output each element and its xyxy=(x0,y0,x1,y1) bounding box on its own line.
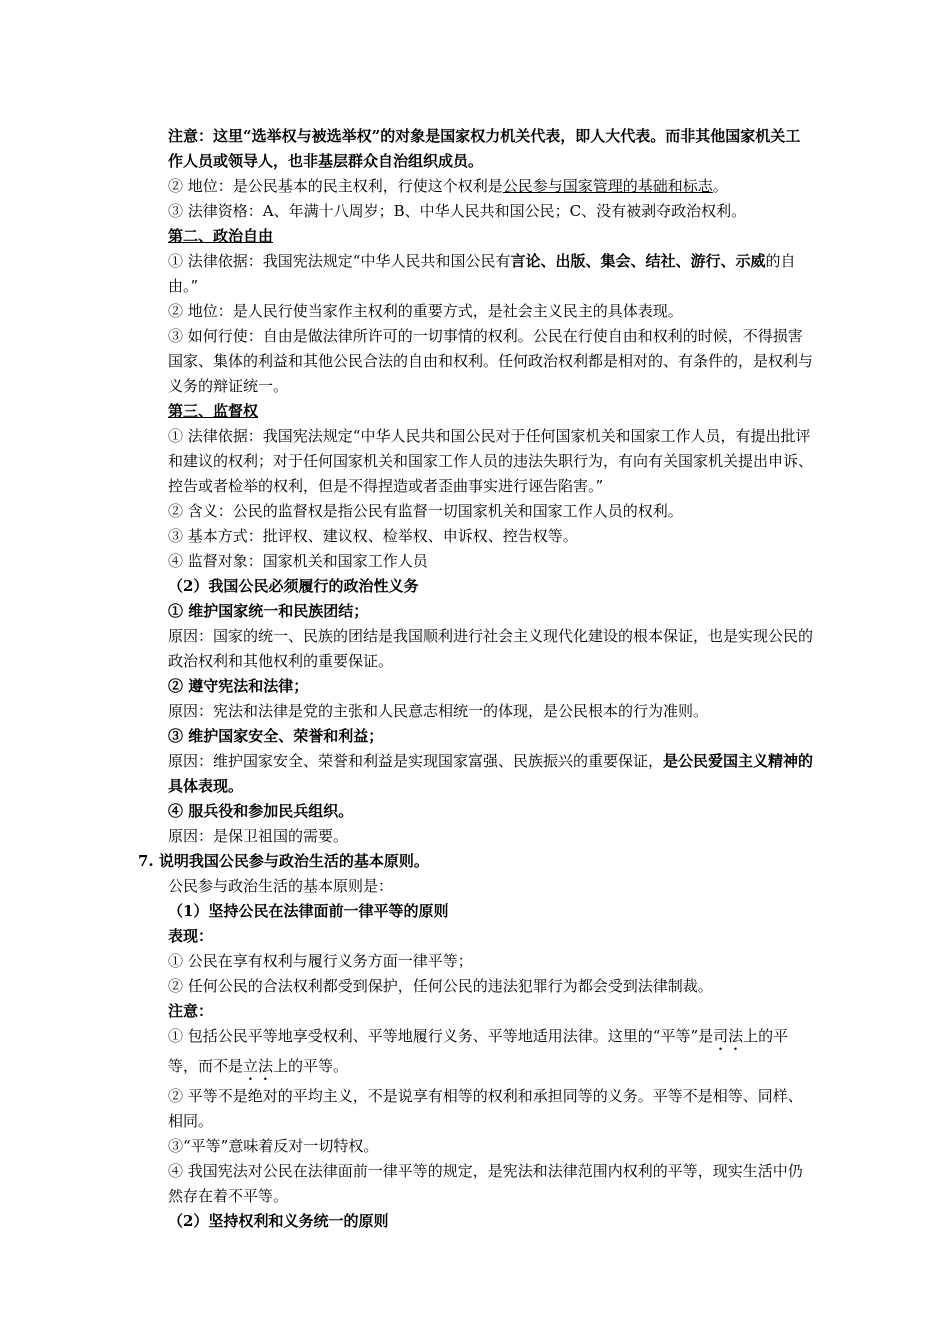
paragraph xyxy=(138,324,814,399)
text-run: ① 法律依据：我国宪法规定“中华人民共和国公民有 xyxy=(168,252,511,270)
paragraph xyxy=(138,699,814,724)
text-run: 立法 xyxy=(243,1057,274,1075)
paragraph xyxy=(138,499,814,524)
paragraph xyxy=(138,199,814,224)
paragraph xyxy=(138,824,814,849)
text-run: 。 xyxy=(712,177,728,195)
text-run: 上的平等。 xyxy=(273,1057,349,1075)
paragraph xyxy=(138,674,814,699)
text-run: ② 遵守宪法和法律； xyxy=(168,677,309,695)
text-run: （1）坚持公民在法律面前一律平等的原则 xyxy=(168,902,449,920)
paragraph xyxy=(138,1159,814,1209)
text-run: ③ 维护国家安全、荣誉和利益； xyxy=(168,727,384,745)
paragraph xyxy=(138,974,814,999)
text-run: ③“平等”意味着反对一切特权。 xyxy=(168,1137,379,1155)
text-run: ② 地位：是公民基本的民主权利，行使这个权利是 xyxy=(168,177,503,195)
paragraph xyxy=(138,724,814,749)
text-run: 原因：宪法和法律是党的主张和人民意志相统一的体现，是公民根本的行为准则。 xyxy=(168,702,709,720)
text-run: ① 法律依据：我国宪法规定“中华人民共和国公民对于任何国家机关和国家工作人员，有提出批评和建议的权利；对于任何国家机关和国家工作人员的违法失职行为，有向有关国家机关提出申诉、控告或者检举的权利，但是不得捏造或者歪曲事实进行诬告陷害。” xyxy=(168,427,814,495)
paragraph xyxy=(138,299,814,324)
text-run: 上的平等，而不是 xyxy=(168,1027,789,1075)
text-run: 7. 说明我国公民参与政治生活的基本原则。 xyxy=(138,852,429,870)
text-run: 公民参与国家管理的基础和标志 xyxy=(502,177,713,195)
text-run: 原因：是保卫祖国的需要。 xyxy=(168,827,349,845)
text-run: 第三、监督权 xyxy=(168,402,259,420)
paragraph xyxy=(138,224,814,249)
paragraph xyxy=(138,174,814,199)
text-run: 第二、政治自由 xyxy=(168,227,274,245)
paragraph xyxy=(138,424,814,499)
paragraph xyxy=(138,849,814,874)
text-run: 的自由。” xyxy=(168,252,796,295)
paragraph xyxy=(138,1024,814,1084)
paragraph xyxy=(138,574,814,599)
text-run: （2）我国公民必须履行的政治性义务 xyxy=(168,577,419,595)
text-run: ① 公民在享有权利与履行义务方面一律平等； xyxy=(168,952,473,970)
text-run: ④ 监督对象：国家机关和国家工作人员 xyxy=(168,552,428,570)
paragraph xyxy=(138,1209,814,1234)
paragraph xyxy=(138,524,814,549)
paragraph xyxy=(138,399,814,424)
text-run: ② 含义：公民的监督权是指公民有监督一切国家机关和国家工作人员的权利。 xyxy=(168,502,683,520)
paragraph xyxy=(138,999,814,1024)
text-run: ① 包括公民平等地享受权利、平等地履行义务、平等地适用法律。这里的“平等”是 xyxy=(168,1027,714,1045)
paragraph xyxy=(138,874,814,899)
paragraph xyxy=(138,1134,814,1159)
paragraph xyxy=(138,949,814,974)
paragraph xyxy=(138,249,814,299)
text-run: 表现： xyxy=(168,927,214,945)
text-run: 司法 xyxy=(713,1027,744,1045)
text-run: 是公民爱国主义精神的具体表现。 xyxy=(168,752,814,795)
paragraph xyxy=(138,899,814,924)
text-run: 原因：国家的统一、民族的团结是我国顺利进行社会主义现代化建设的根本保证，也是实现公民的政治权利和其他权利的重要保证。 xyxy=(168,627,814,670)
paragraph xyxy=(138,549,814,574)
text-run: ③ 如何行使：自由是做法律所许可的一切事情的权利。公民在行使自由和权利的时候，不得损害国家、集体的利益和其他公民合法的自由和权利。任何政治权利都是相对的、有条件的，是权利与义务的辩证统一。 xyxy=(168,327,814,395)
paragraph xyxy=(138,599,814,624)
text-run: ④ 我国宪法对公民在法律面前一律平等的规定，是宪法和法律范围内权利的平等，现实生活中仍然存在着不平等。 xyxy=(168,1162,803,1205)
text-run: ② 平等不是绝对的平均主义，不是说享有相等的权利和承担同等的义务。平等不是相等、同样、相同。 xyxy=(168,1087,803,1130)
text-run: ③ 基本方式：批评权、建议权、检举权、申诉权、控告权等。 xyxy=(168,527,578,545)
paragraph xyxy=(138,624,814,674)
document-page xyxy=(138,124,814,1234)
paragraph xyxy=(138,124,814,174)
text-run: ③ 法律资格：A、年满十八周岁；B、中华人民共和国公民；C、没有被剥夺政治权利。 xyxy=(168,202,747,220)
document-body xyxy=(138,124,814,1234)
text-run: ② 任何公民的合法权利都受到保护，任何公民的违法犯罪行为都会受到法律制裁。 xyxy=(168,977,713,995)
text-run: 注意： xyxy=(168,1002,214,1020)
text-run: ④ 服兵役和参加民兵组织。 xyxy=(168,802,354,820)
paragraph xyxy=(138,1084,814,1134)
paragraph xyxy=(138,799,814,824)
text-run: 原因：维护国家安全、荣誉和利益是实现国家富强、民族振兴的重要保证， xyxy=(168,752,664,770)
text-run: （2）坚持权利和义务统一的原则 xyxy=(168,1212,389,1230)
text-run: 公民参与政治生活的基本原则是： xyxy=(168,877,394,895)
text-run: ② 地位：是人民行使当家作主权利的重要方式，是社会主义民主的具体表现。 xyxy=(168,302,683,320)
paragraph xyxy=(138,749,814,799)
text-run: ① 维护国家统一和民族团结； xyxy=(168,602,369,620)
text-run: 言论、出版、集会、结社、游行、示威 xyxy=(510,252,766,270)
paragraph xyxy=(138,924,814,949)
text-run: 注意：这里“选举权与被选举权”的对象是国家权力机关代表，即人大代表。而非其他国家机关工作人员或领导人，也非基层群众自治组织成员。 xyxy=(168,127,801,170)
